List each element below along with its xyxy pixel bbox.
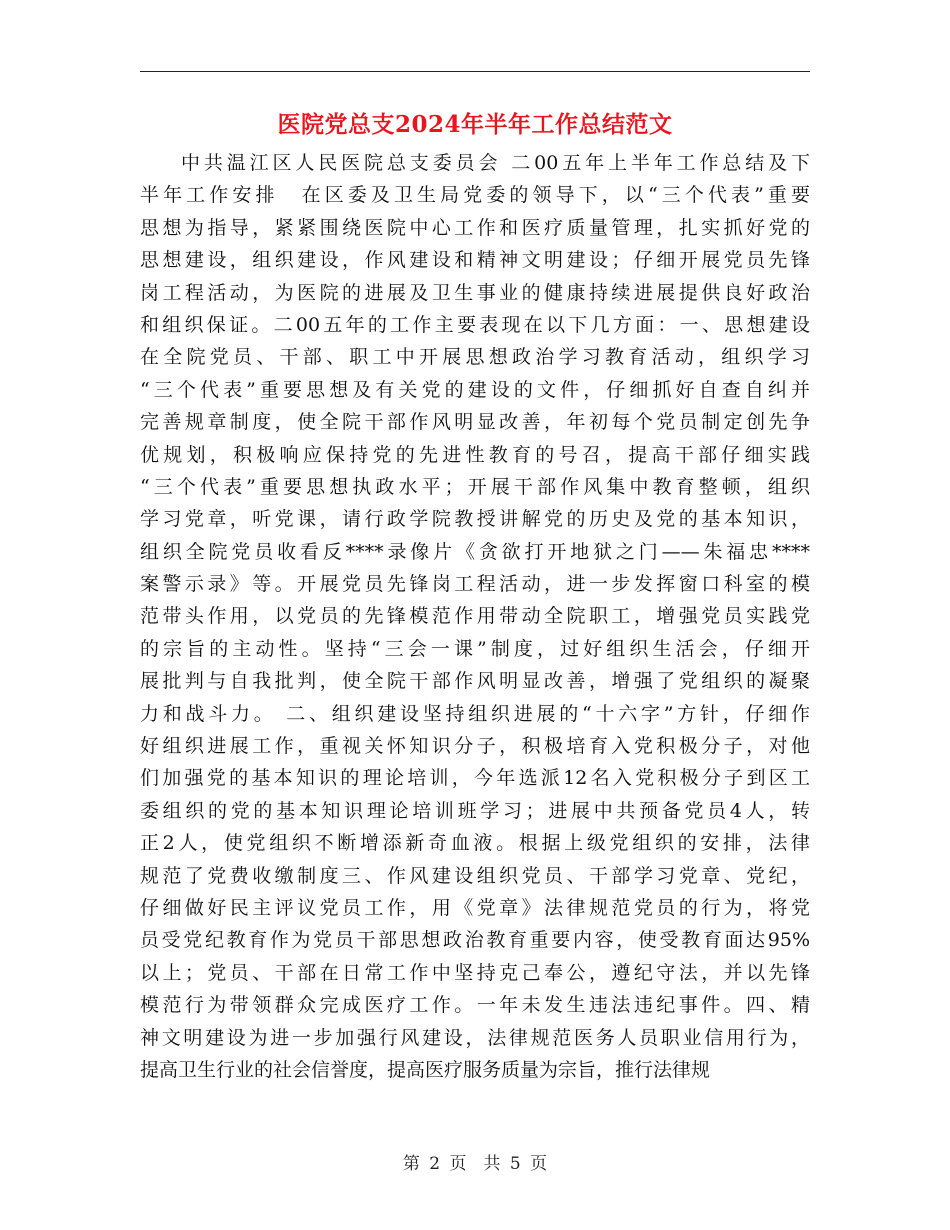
body-line: 思想建设，组织建设，作风建设和精神文明建设；仔细开展党员先锋 [140,249,810,272]
body-line: 范带头作用，以党员的先锋模范作用带动全院职工，增强党员实践党 [140,605,810,628]
body-line: 组织全院党员收看反****录像片《贪欲打开地狱之门——朱福忠**** [140,540,810,563]
body-line: 案警示录》等。开展党员先锋岗工程活动，进一步发挥窗口科室的模 [140,573,810,596]
body-line: 完善规章制度，使全院干部作风明显改善，年初每个党员制定创先争 [140,411,810,434]
body-line: 中共温江区人民医院总支委员会 二00五年上半年工作总结及下 [181,152,810,174]
body-line: 展批判与自我批判，使全院干部作风明显改善，增强了党组织的凝聚 [140,670,810,693]
body-line: 好组织进展工作，重视关怀知识分子，积极培育入党积极分子，对他 [140,735,810,758]
body-line: 员受党纪教育作为党员干部思想政治教育重要内容，使受教育面达95% [140,929,810,952]
body-line: 的宗旨的主动性。坚持“三会一课”制度，过好组织生活会，仔细开 [140,637,810,660]
body-line: 岗工程活动，为医院的进展及卫生事业的健康持续进展提供良好政治 [140,281,810,304]
body-line: 优规划，积极响应保持党的先进性教育的号召，提高干部仔细实践 [140,443,810,466]
body-line: 思想为指导，紧紧围绕医院中心工作和医疗质量管理，扎实抓好党的 [140,216,810,239]
body-line: 提高卫生行业的社会信誉度，提高医疗服务质量为宗旨，推行法律规 [140,1058,711,1081]
body-line: 和组织保证。二00五年的工作主要表现在以下几方面：一、思想建设 [140,313,810,336]
body-line: 模范行为带领群众完成医疗工作。一年未发生违法违纪事件。四、精 [140,994,810,1017]
body-line: 规范了党费收缴制度三、作风建设组织党员、干部学习党章、党纪， [140,864,810,887]
footer-suffix: 页 [530,1154,548,1174]
body-line: 正2人，使党组织不断增添新奇血液。根据上级党组织的安排，法律 [140,832,810,855]
body-line: 们加强党的基本知识的理论培训，今年选派12名入党积极分子到区工 [140,767,810,790]
footer-total-pages: 5 [509,1154,521,1174]
footer-page-number: 2 [429,1154,441,1174]
body-line: “三个代表”重要思想执政水平；开展干部作风集中教育整顿，组织 [140,475,810,498]
body-line: 学习党章，听党课，请行政学院教授讲解党的历史及党的基本知识， [140,508,810,531]
body-line: 委组织的党的基本知识理论培训班学习；进展中共预备党员4人，转 [140,799,810,822]
document-title: 医院党总支2024年半年工作总结范文 [277,111,673,138]
body-line: 半年工作安排 在区委及卫生局党委的领导下，以“三个代表”重要 [140,184,810,207]
body-line: 以上；党员、干部在日常工作中坚持克己奉公，遵纪守法，并以先锋 [140,961,810,984]
document-body [140,147,810,1086]
body-line: “三个代表”重要思想及有关党的建设的文件，仔细抓好自查自纠并 [140,378,810,401]
body-line: 神文明建设为进一步加强行风建设，法律规范医务人员职业信用行为， [140,1026,810,1049]
body-line: 力和战斗力。 二、组织建设坚持组织进展的“十六字”方针，仔细作 [140,702,810,725]
body-line: 在全院党员、干部、职工中开展思想政治学习教育活动，组织学习 [140,346,810,369]
page-footer [0,1152,950,1176]
footer-middle: 页 共 [449,1154,501,1174]
header-rule [140,71,810,72]
body-line: 仔细做好民主评议党员工作，用《党章》法律规范党员的行为，将党 [140,896,810,919]
footer-prefix: 第 [402,1154,420,1174]
